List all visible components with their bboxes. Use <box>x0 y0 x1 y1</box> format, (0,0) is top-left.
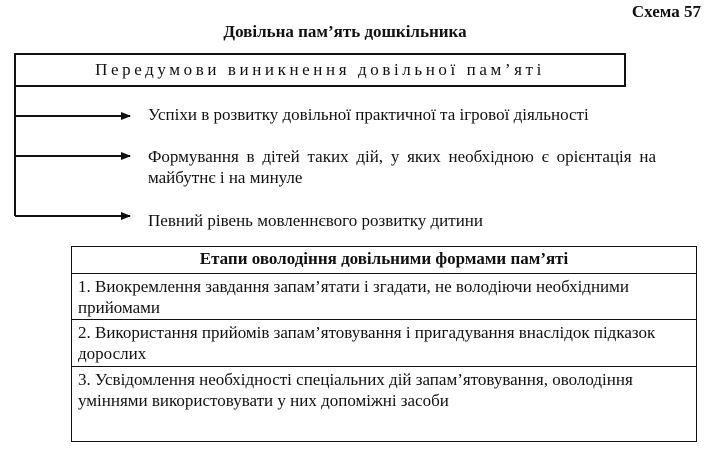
diagram-title: Довільна пам’ять дошкільника <box>223 22 467 41</box>
stages-table-header: Етапи оволодіння довільними формами пам’яті <box>72 247 696 274</box>
scheme-number: Схема 57 <box>631 2 701 21</box>
stage-row-3: 3. Усвідомлення необхідності спеціальних дій запам’ятовування, оволодіння уміннями використовувати у них допоміжні засоби <box>78 370 633 410</box>
prerequisites-header-label: Передумови виникнення довільної пам’яті <box>95 60 545 79</box>
stages-table <box>71 246 697 442</box>
stage-row-1: 1. Виокремлення завдання запам’ятати і згадати, не володіючи необхідними прийомами <box>72 274 696 320</box>
prerequisite-item-1: Успіхи в розвитку довільної практичної та ігрової діяльності <box>148 105 589 124</box>
prerequisite-item-3: Певний рівень мовленнєвого розвитку дитини <box>148 211 483 230</box>
prerequisite-item-2: Формування в дітей таких дій, у яких необхідною є орієнтація на майбутнє і на минуле <box>148 147 656 187</box>
stage-row-2: 2. Використання прийомів запам’ятовування і пригадування внаслідок підказок дорослих <box>72 320 696 367</box>
